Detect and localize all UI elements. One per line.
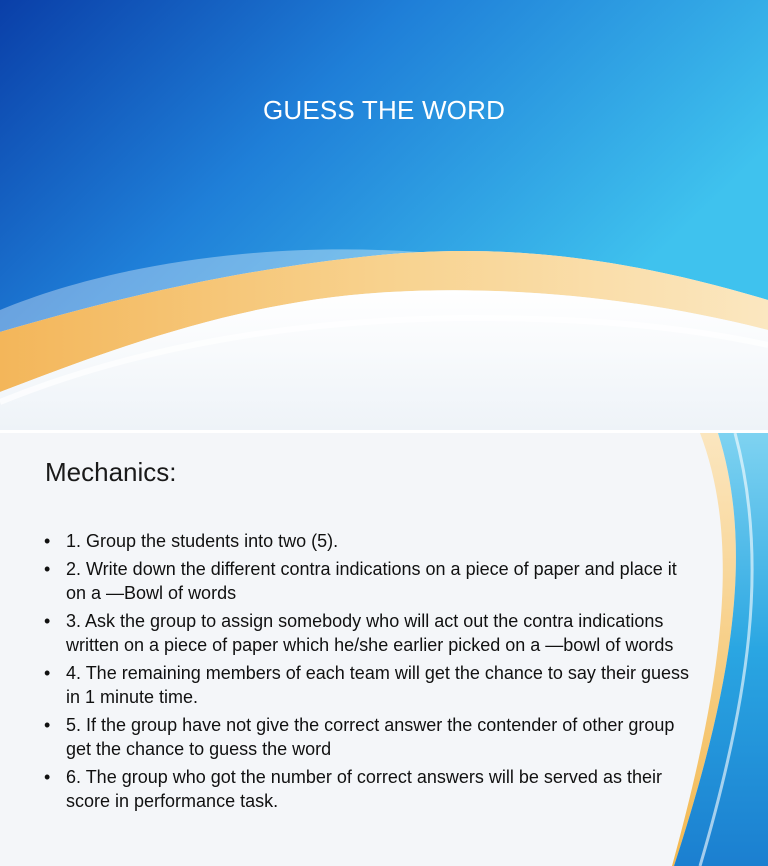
- list-item: • 5. If the group have not give the correct answer the contender of other group get the chance to guess the word: [44, 713, 694, 761]
- mechanics-list: [44, 529, 694, 817]
- list-item: • 4. The remaining members of each team will get the chance to say their guess in 1 minute time.: [44, 661, 694, 709]
- list-item: • 1. Group the students into two (5).: [44, 529, 694, 553]
- list-item: • 6. The group who got the number of correct answers will be served as their score in performance task.: [44, 765, 694, 813]
- title-slide: [0, 0, 768, 430]
- list-item: • 3. Ask the group to assign somebody who will act out the contra indications written on a piece of paper which he/she earlier picked on a —bowl of words: [44, 609, 694, 657]
- title-slide-background: [0, 0, 768, 430]
- slide-heading: Mechanics:: [45, 457, 177, 487]
- list-item: • 2. Write down the different contra indications on a piece of paper and place it on a —Bowl of words: [44, 557, 694, 605]
- slide-title: GUESS THE WORD: [262, 95, 506, 125]
- mechanics-slide: [0, 433, 768, 866]
